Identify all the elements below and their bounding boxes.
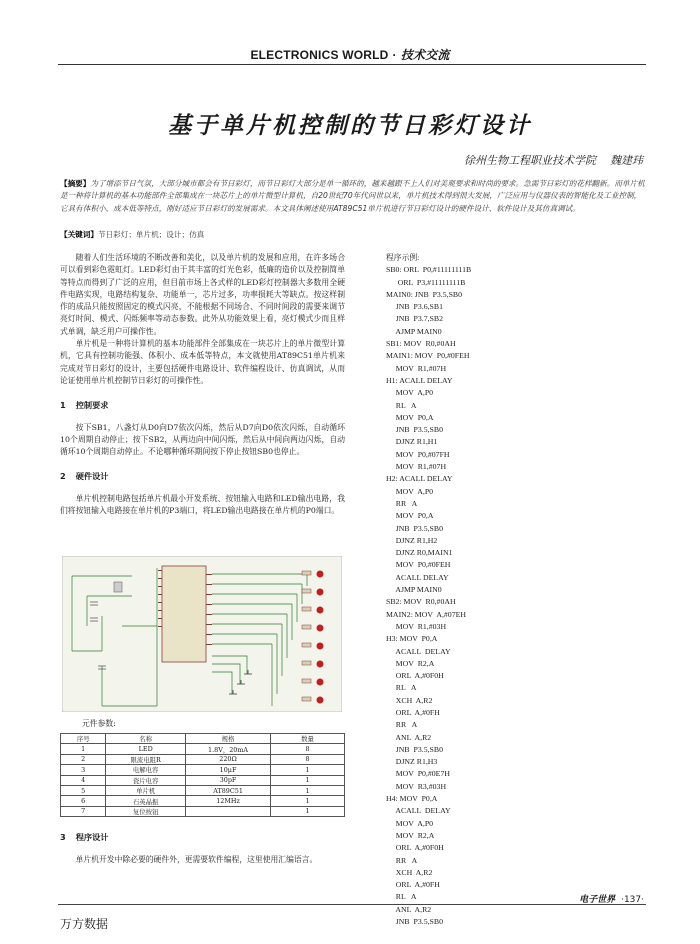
journal-mark: 电子世界 (579, 895, 616, 905)
code-line: MAIN2: MOV A,#07EH (386, 609, 466, 619)
code-line: RR A (386, 855, 418, 865)
section-2-num: 2 (60, 471, 66, 482)
cell: 12MHz (185, 796, 270, 806)
led-icon (317, 625, 324, 632)
page-num: ·137· (621, 895, 644, 905)
cell: 1 (271, 775, 345, 785)
section-1-heading (60, 399, 345, 411)
code-line: XCH A,R2 (386, 695, 433, 705)
code-line: SB2: MOV R0,#0AH (386, 597, 456, 607)
code-line: DJNZ R1,H3 (386, 757, 438, 767)
table-row (61, 744, 345, 754)
cell: 7 (61, 806, 106, 816)
left-column (60, 252, 345, 517)
section-2-heading (60, 470, 345, 482)
section-2-title: 硬件设计 (75, 471, 109, 482)
cell: 1 (271, 796, 345, 806)
code-line: MAIN1: MOV P0,#0FEH (386, 351, 470, 361)
cell: 4 (61, 775, 106, 785)
code-line: H1: ACALL DELAY (386, 375, 453, 385)
code-line: ORL A,#0F0H (386, 671, 444, 681)
intro-paragraph-2: 单片机是一种将计算机的基本功能部件全部集成在一块芯片上的单片微型计算机，它具有控制功能强、体积小、成本低等特点，本文就使用AT89C51单片机来完成对节日彩灯的设计，主要包括硬件电路设计、软件编程设计、仿真调试，从而论证使用单片机控制节日彩灯的可操作性。 (60, 339, 345, 385)
header-cell: 规格 (185, 734, 270, 744)
code-line: ACALL DELAY (386, 646, 451, 656)
cell: 1 (271, 806, 345, 816)
table-row (61, 796, 345, 806)
code-line: MOV P0,#07FH (386, 449, 450, 459)
code-line: MOV R1,#07H (386, 462, 447, 472)
cell: 电解电容 (106, 765, 186, 775)
code-line: JNB P3.5,SB0 (386, 917, 443, 927)
section-3-heading (60, 832, 108, 843)
page-number (579, 892, 644, 905)
cell: 10μF (185, 765, 270, 775)
program-listing (386, 252, 646, 928)
cell: 2 (61, 754, 106, 764)
code-line: MOV R1,#07H (386, 363, 447, 373)
crystal-icon (114, 582, 122, 592)
table-header-row (61, 734, 345, 744)
page-title: 基于单片机控制的节日彩灯设计 (168, 113, 532, 139)
code-line: ORL A,#0FH (386, 880, 440, 890)
code-line: MOV R1,#03H (386, 621, 447, 631)
code-line: H3: MOV P0,A (386, 634, 438, 644)
code-line: RL A (386, 892, 417, 902)
code-line: SB1: MOV R0,#0AH (386, 339, 456, 349)
author-line (464, 152, 643, 168)
table-row (61, 806, 345, 816)
abstract-text: 为了增添节日气氛，大部分城市都会有节日彩灯，而节日彩灯大部分是单一循环的，越来越跟不上人们对美观要求和时尚的要求。急需节日彩灯的花样翻新。而单片机是一种将计算机的基本功能部件全部集成在一块芯片上的单片微型计算机，自20世纪70年代问世以来，单片机技术得到很大发展，广泛应用与仪器仪表的智能化及工业控制，它具有体积小、成本低等特点，刚好适应节日彩灯的发展需求。本文具体阐述使用AT89C51单片机进行节日彩灯设计的硬件设计、软件设计及其仿真调试。 (60, 179, 645, 213)
table-row (61, 765, 345, 775)
cell: 石英晶振 (106, 796, 186, 806)
code-line: RR A (386, 498, 418, 508)
code-line: SB0: ORL P0,#11111111B (386, 265, 472, 275)
code-line: ANL A,R2 (386, 904, 432, 914)
code-line: DJNZ R1,H1 (386, 437, 438, 447)
code-line: MOV R2,A (386, 830, 435, 840)
cell: 8 (271, 744, 345, 754)
code-line: MOV R2,A (386, 658, 435, 668)
cell: 复位按钮 (106, 806, 186, 816)
footer-rule (58, 904, 646, 905)
cell: 单片机 (106, 785, 186, 795)
led-icon (317, 697, 324, 704)
code-line: ACALL DELAY (386, 572, 449, 582)
section-1-text: 按下SB1，八盏灯从D0向D7依次闪烁，然后从D7向D0依次闪烁，自动循环10个周期自动停止；按下SB2，从两边向中间闪烁，然后从中间向两边闪烁，自动循环10个周期自动停止。不论哪种循环期间按下停止按钮SB0也停止。 (60, 422, 345, 457)
cell: 30pF (185, 775, 270, 785)
code-line: H2: ACALL DELAY (386, 474, 453, 484)
running-header (0, 46, 700, 63)
section-3-title: 程序设计 (75, 832, 109, 842)
led-icon (317, 643, 324, 650)
cell: 220Ω (185, 754, 270, 764)
code-line: RR A (386, 720, 418, 730)
code-line: AJMP MAIN0 (386, 326, 442, 336)
table-row (61, 754, 345, 764)
cell: 1 (271, 785, 345, 795)
header-dot: · (392, 48, 397, 62)
code-line: DJNZ R1,H2 (386, 535, 438, 545)
code-line: ORL P3,#11111111B (386, 277, 466, 287)
code-line: MOV P0,#0FEH (386, 560, 451, 570)
author-institution: 徐州生物工程职业技术学院 (464, 154, 596, 167)
cell: 8 (271, 754, 345, 764)
source-watermark: 万方数据 (60, 917, 109, 931)
section-1-num: 1 (60, 400, 66, 411)
table-row (61, 785, 345, 795)
code-line: ANL A,R2 (386, 732, 432, 742)
code-line: JNB P3.5,SB0 (386, 523, 443, 533)
journal-name: ELECTRONICS WORLD (250, 48, 389, 62)
header-cell: 数量 (271, 734, 345, 744)
code-line: MOV R3,#03H (386, 781, 447, 791)
code-line: MOV A,P0 (386, 388, 434, 398)
table-row (61, 775, 345, 785)
cell: LED (106, 744, 186, 754)
section-1-title: 控制要求 (75, 400, 109, 411)
keywords-label: 【关键词】 (60, 230, 98, 239)
code-line: MOV P0,A (386, 412, 434, 422)
circuit-schematic (62, 556, 342, 712)
led-icon (317, 679, 324, 686)
code-line: RL A (386, 683, 417, 693)
cell: 3 (61, 765, 106, 775)
cell: 瓷片电容 (106, 775, 186, 785)
led-icon (317, 661, 324, 668)
led-icon (317, 589, 324, 596)
cell: 限流电阻R (106, 754, 186, 764)
code-line: ACALL DELAY (386, 806, 451, 816)
header-cell: 名称 (106, 734, 186, 744)
code-line: JNB P3.5,SB0 (386, 425, 443, 435)
author-name: 魏建玮 (610, 154, 643, 167)
section-3-num: 3 (60, 832, 66, 842)
code-line: XCH A,R2 (386, 867, 433, 877)
code-line: DJNZ R0,MAIN1 (386, 548, 453, 558)
code-line: JNB P3.5,SB0 (386, 744, 443, 754)
cell: 1.8V，20mA (185, 744, 270, 754)
intro-paragraph-1: 随着人们生活环境的不断改善和美化，以及单片机的发展和应用，在许多场合可以看到彩色霓虹灯。LED彩灯由于其丰富的灯光色彩，低廉的造价以及控制简单等特点而得到了广泛的应用，但目前市场上各式样的LED彩灯控制器大多数用全硬件电路实现，电路结构复杂、功能单一，芯片过多，功率损耗大等缺点。按这样制作的成品只能按照固定的模式闪亮，不能根据不同场合、不同时间段的需要来调节亮灯时间、模式、闪烁频率等动态参数。此外从功能效果上看，亮灯模式少而且样式单调，缺乏用户可操作性。 (60, 253, 345, 336)
code-line: MOV P0,#0E7H (386, 769, 450, 779)
code-line: ORL A,#0FH (386, 707, 440, 717)
cell: 1 (271, 765, 345, 775)
cell: AT89C51 (185, 785, 270, 795)
led-icon (317, 607, 324, 614)
code-line: MOV P0,A (386, 511, 434, 521)
table-caption: 元件参数: (82, 719, 116, 728)
cell: 5 (61, 785, 106, 795)
cell (185, 806, 270, 816)
section-2-text: 单片机控制电路包括单片机最小开发系统、按钮输入电路和LED输出电路，我们将按钮输入电路接在单片机的P3端口，将LED输出电路接在单片机的P0端口。 (60, 493, 345, 516)
code-line: JNB P3.6,SB1 (386, 302, 443, 312)
code-line: RL A (386, 400, 417, 410)
header-rule (58, 64, 646, 65)
code-line: H4: MOV P0,A (386, 794, 438, 804)
led-icon (317, 571, 324, 578)
code-line: AJMP MAIN0 (386, 585, 442, 595)
code-line: MOV A,P0 (386, 486, 434, 496)
code-line: ORL A,#0F0H (386, 843, 444, 853)
program-label: 程序示例: (386, 253, 420, 262)
header-cell: 序号 (61, 734, 106, 744)
parts-table (60, 733, 345, 817)
keywords (60, 229, 204, 240)
abstract-label: 【摘要】 (60, 179, 91, 188)
mcu-chip (162, 566, 206, 662)
section-3-text: 单片机开发中除必要的硬件外，更需要软件编程，这里使用汇编语言。 (75, 855, 318, 864)
code-line: MOV A,P0 (386, 818, 434, 828)
code-line: MAIN0: JNB P3.5,SB0 (386, 289, 463, 299)
code-line: JNB P3.7,SB2 (386, 314, 443, 324)
cell: 1 (61, 744, 106, 754)
cell: 6 (61, 796, 106, 806)
section-name: 技术交流 (400, 48, 450, 62)
keywords-text: 节日彩灯；单片机；设计；仿真 (97, 230, 205, 239)
abstract (60, 178, 645, 215)
